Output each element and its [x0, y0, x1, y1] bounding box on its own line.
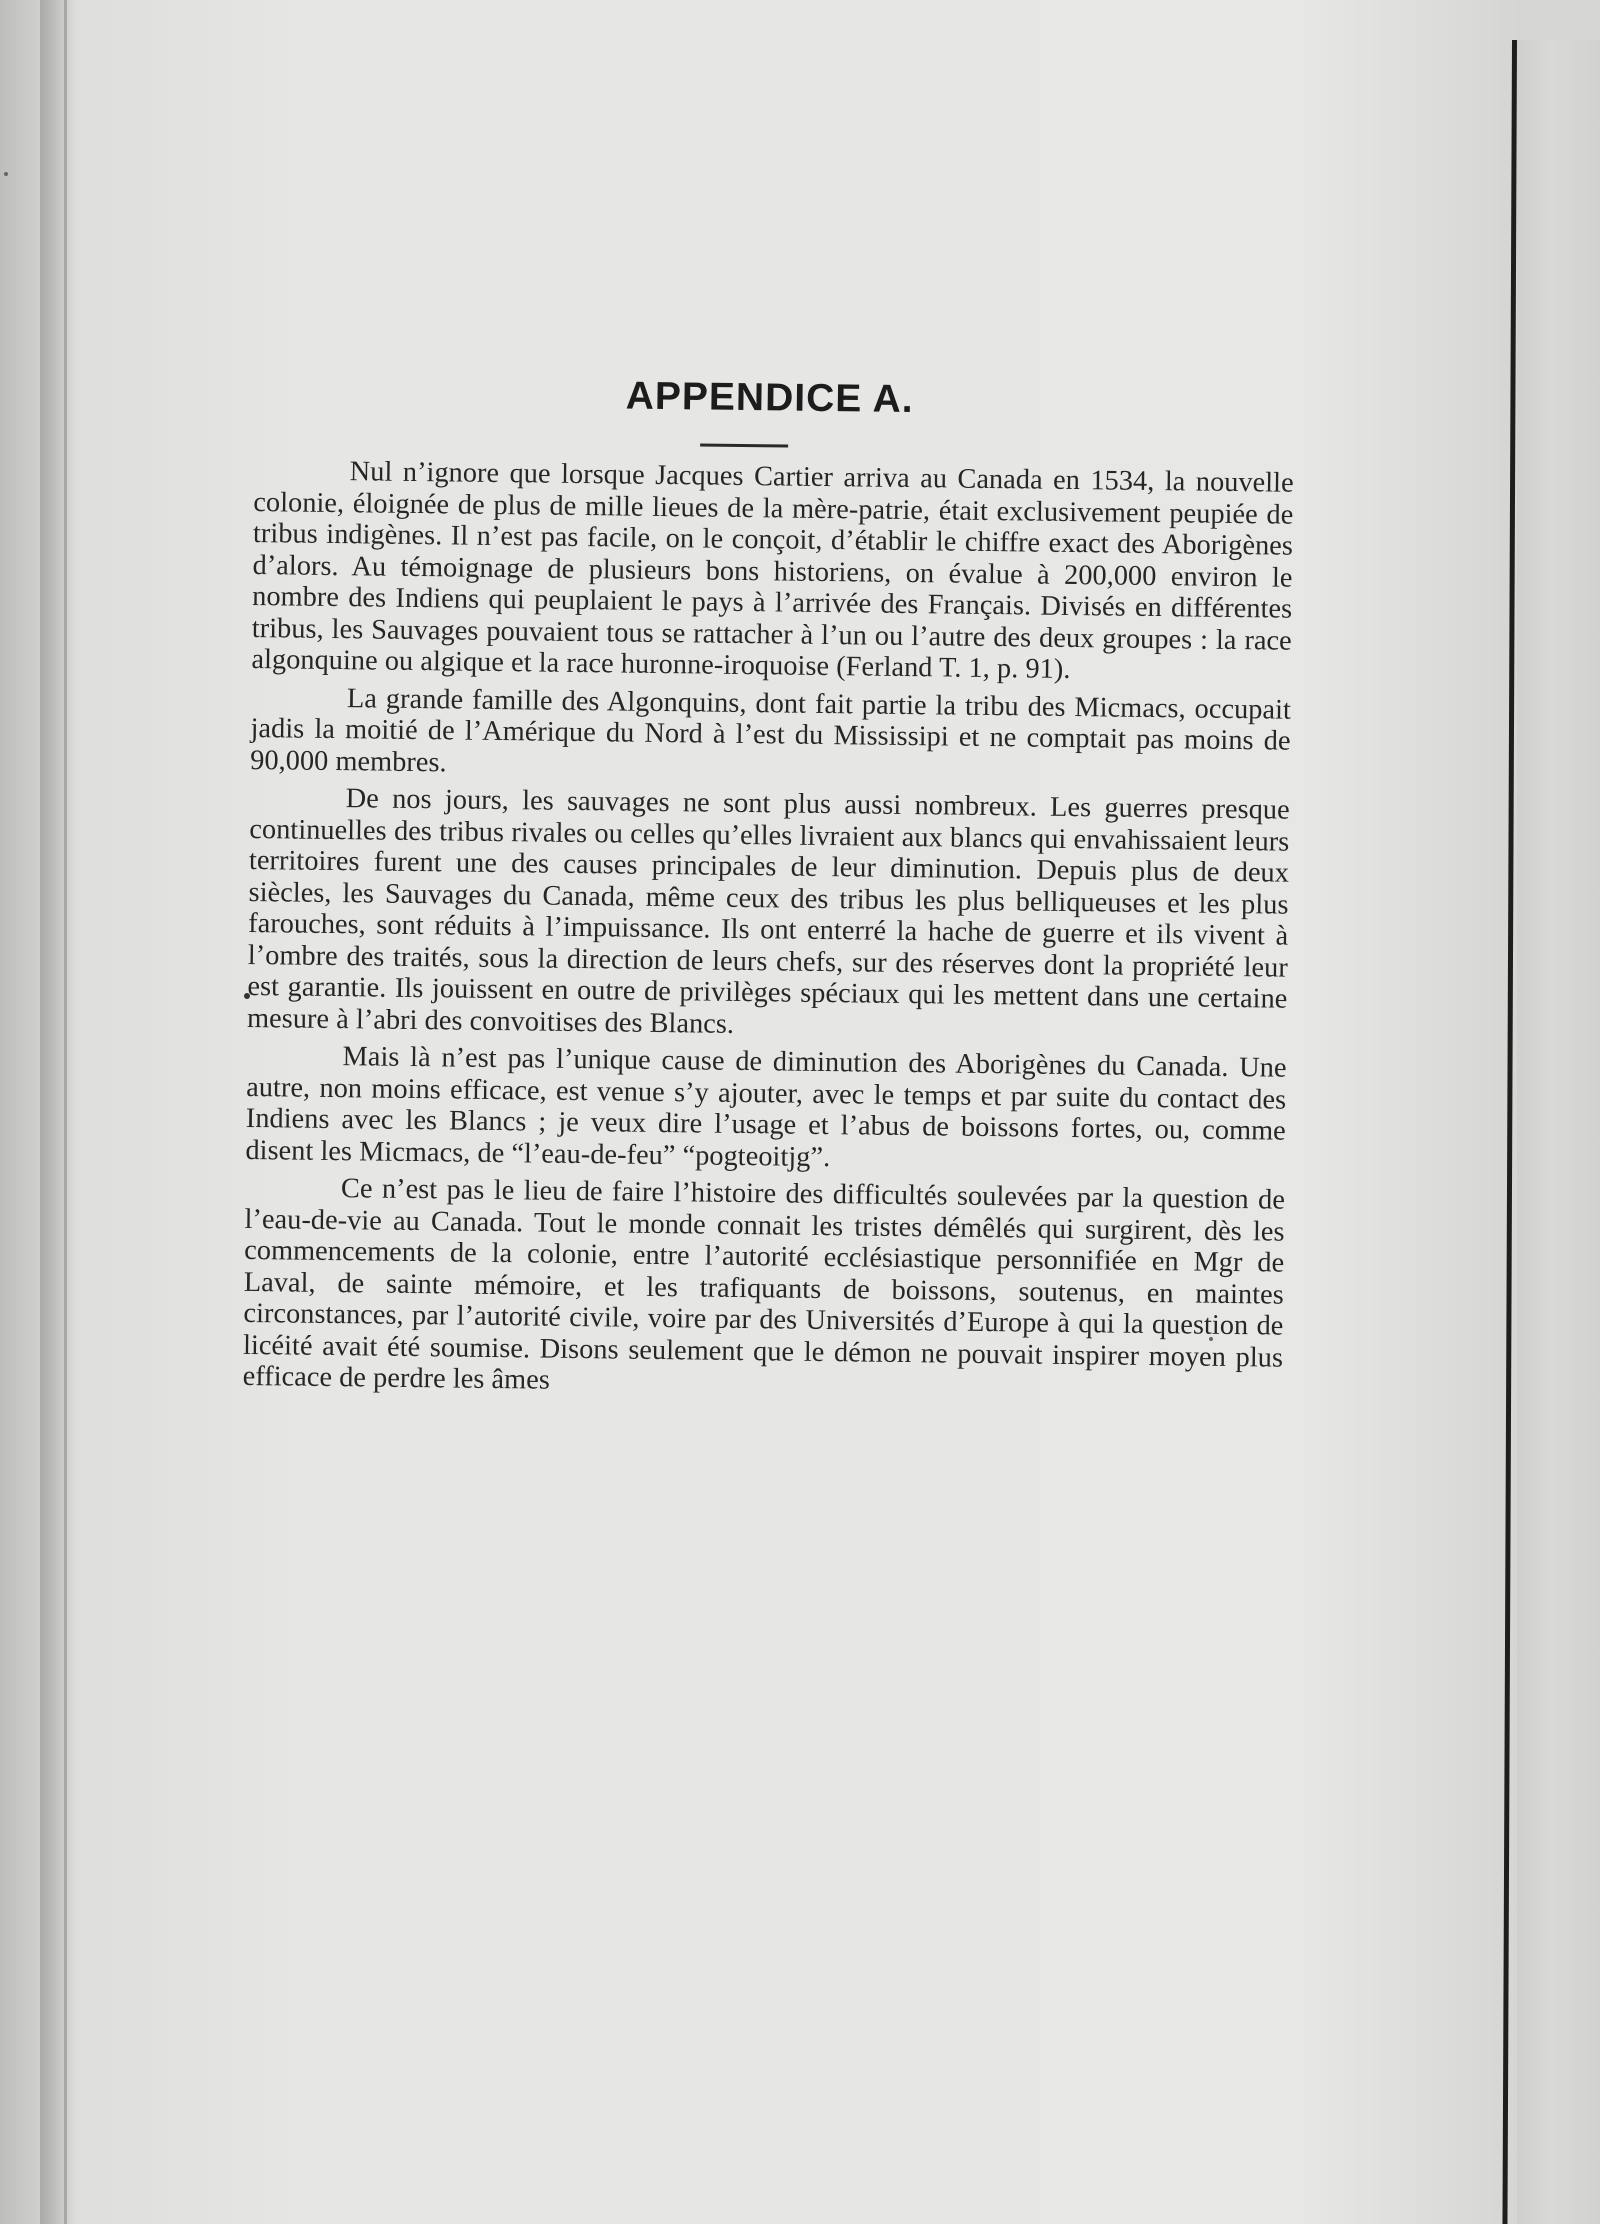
- page-title: APPENDICE A.: [625, 374, 914, 422]
- gutter-line: [64, 0, 67, 2224]
- paragraph-1: Nul n’ignore que lorsque Jacques Cartier arriva au Canada en 1534, la nouvelle colonie, éloignée de plus de mille lieues de la mère-patrie, était exclusivement peupiée de tribus indigènes. Il n’est pas facile, on le conçoit, d’établir le chiffre exact des Aborigènes d’alors. Au témoignage de plusieurs bons historiens, on évalue à 200,000 environ le nombre des Indiens qui peuplaient le pays à l’arrivée des Français. Divisés en différentes tribus, les Sauvages pouvaient tous se rattacher à l’un ou l’autre des deux groupes : la race algonquine ou algique et la race huronne-iroquoise (Ferland T. 1, p. 91).: [251, 456, 1294, 685]
- book-gutter: [40, 0, 74, 2224]
- page-content: [243, 370, 1295, 1405]
- next-page-strip: [1517, 40, 1600, 2224]
- paragraph-3: De nos jours, les sauvages ne sont plus aussi nombreux. Les guerres presque continuelles des tribus rivales ou celles qu’elles livraient aux blancs qui envahissaient leurs territoires furent une des causes principales de leur diminution. Depuis plus de deux siècles, les Sauvages du Canada, même ceux des tribus les plus belliqueuses et les plus farouches, sont réduits à l’impuissance. Ils ont enterré la hache de guerre et ils vivent à l’ombre des traités, sous la direction de leurs chefs, sur des réserves dont la propriété leur est garantie. Ils jouissent en outre de privilèges spéciaux qui les mettent dans une certaine mesure à l’abri des convoitises des Blancs.: [246, 783, 1290, 1040]
- paragraph-4: Mais là n’est pas l’unique cause de diminution des Aborigènes du Canada. Une autre, non moins efficace, est venue s’y ajouter, avec le temps et par suite du contact des Indiens avec les Blancs ; je veux dire l’usage et l’abus de boissons fortes, ou, comme disent les Micmacs, de “l’eau-de-feu” “pogteoitjg”.: [245, 1041, 1287, 1173]
- title-rule: [700, 443, 788, 447]
- paragraph-2: La grande famille des Algonquins, dont fait partie la tribu des Micmacs, occupait jadis la moitié de l’Amérique du Nord à l’est du Mississipi et ne comptait pas moins de 90,000 membres.: [250, 682, 1292, 778]
- margin-speck: [4, 172, 8, 176]
- paragraph-5: Ce n’est pas le lieu de faire l’histoire des difficultés soulevées par la question de l’eau-de-vie au Canada. Tout le monde connait les tristes démêlés qui surgirent, dès les commencements de la colonie, entre l’autorité ecclésiastique personnifiée en Mgr de Laval, de sainte mémoire, et les trafiquants de boissons, soutenus, en maintes circonstances, par l’autorité civile, voire par des Universités d’Europe à qui la question de licéité avait été soumise. Disons seulement que le démon ne pouvait inspirer moyen plus efficace de perdre les âmes: [242, 1173, 1286, 1396]
